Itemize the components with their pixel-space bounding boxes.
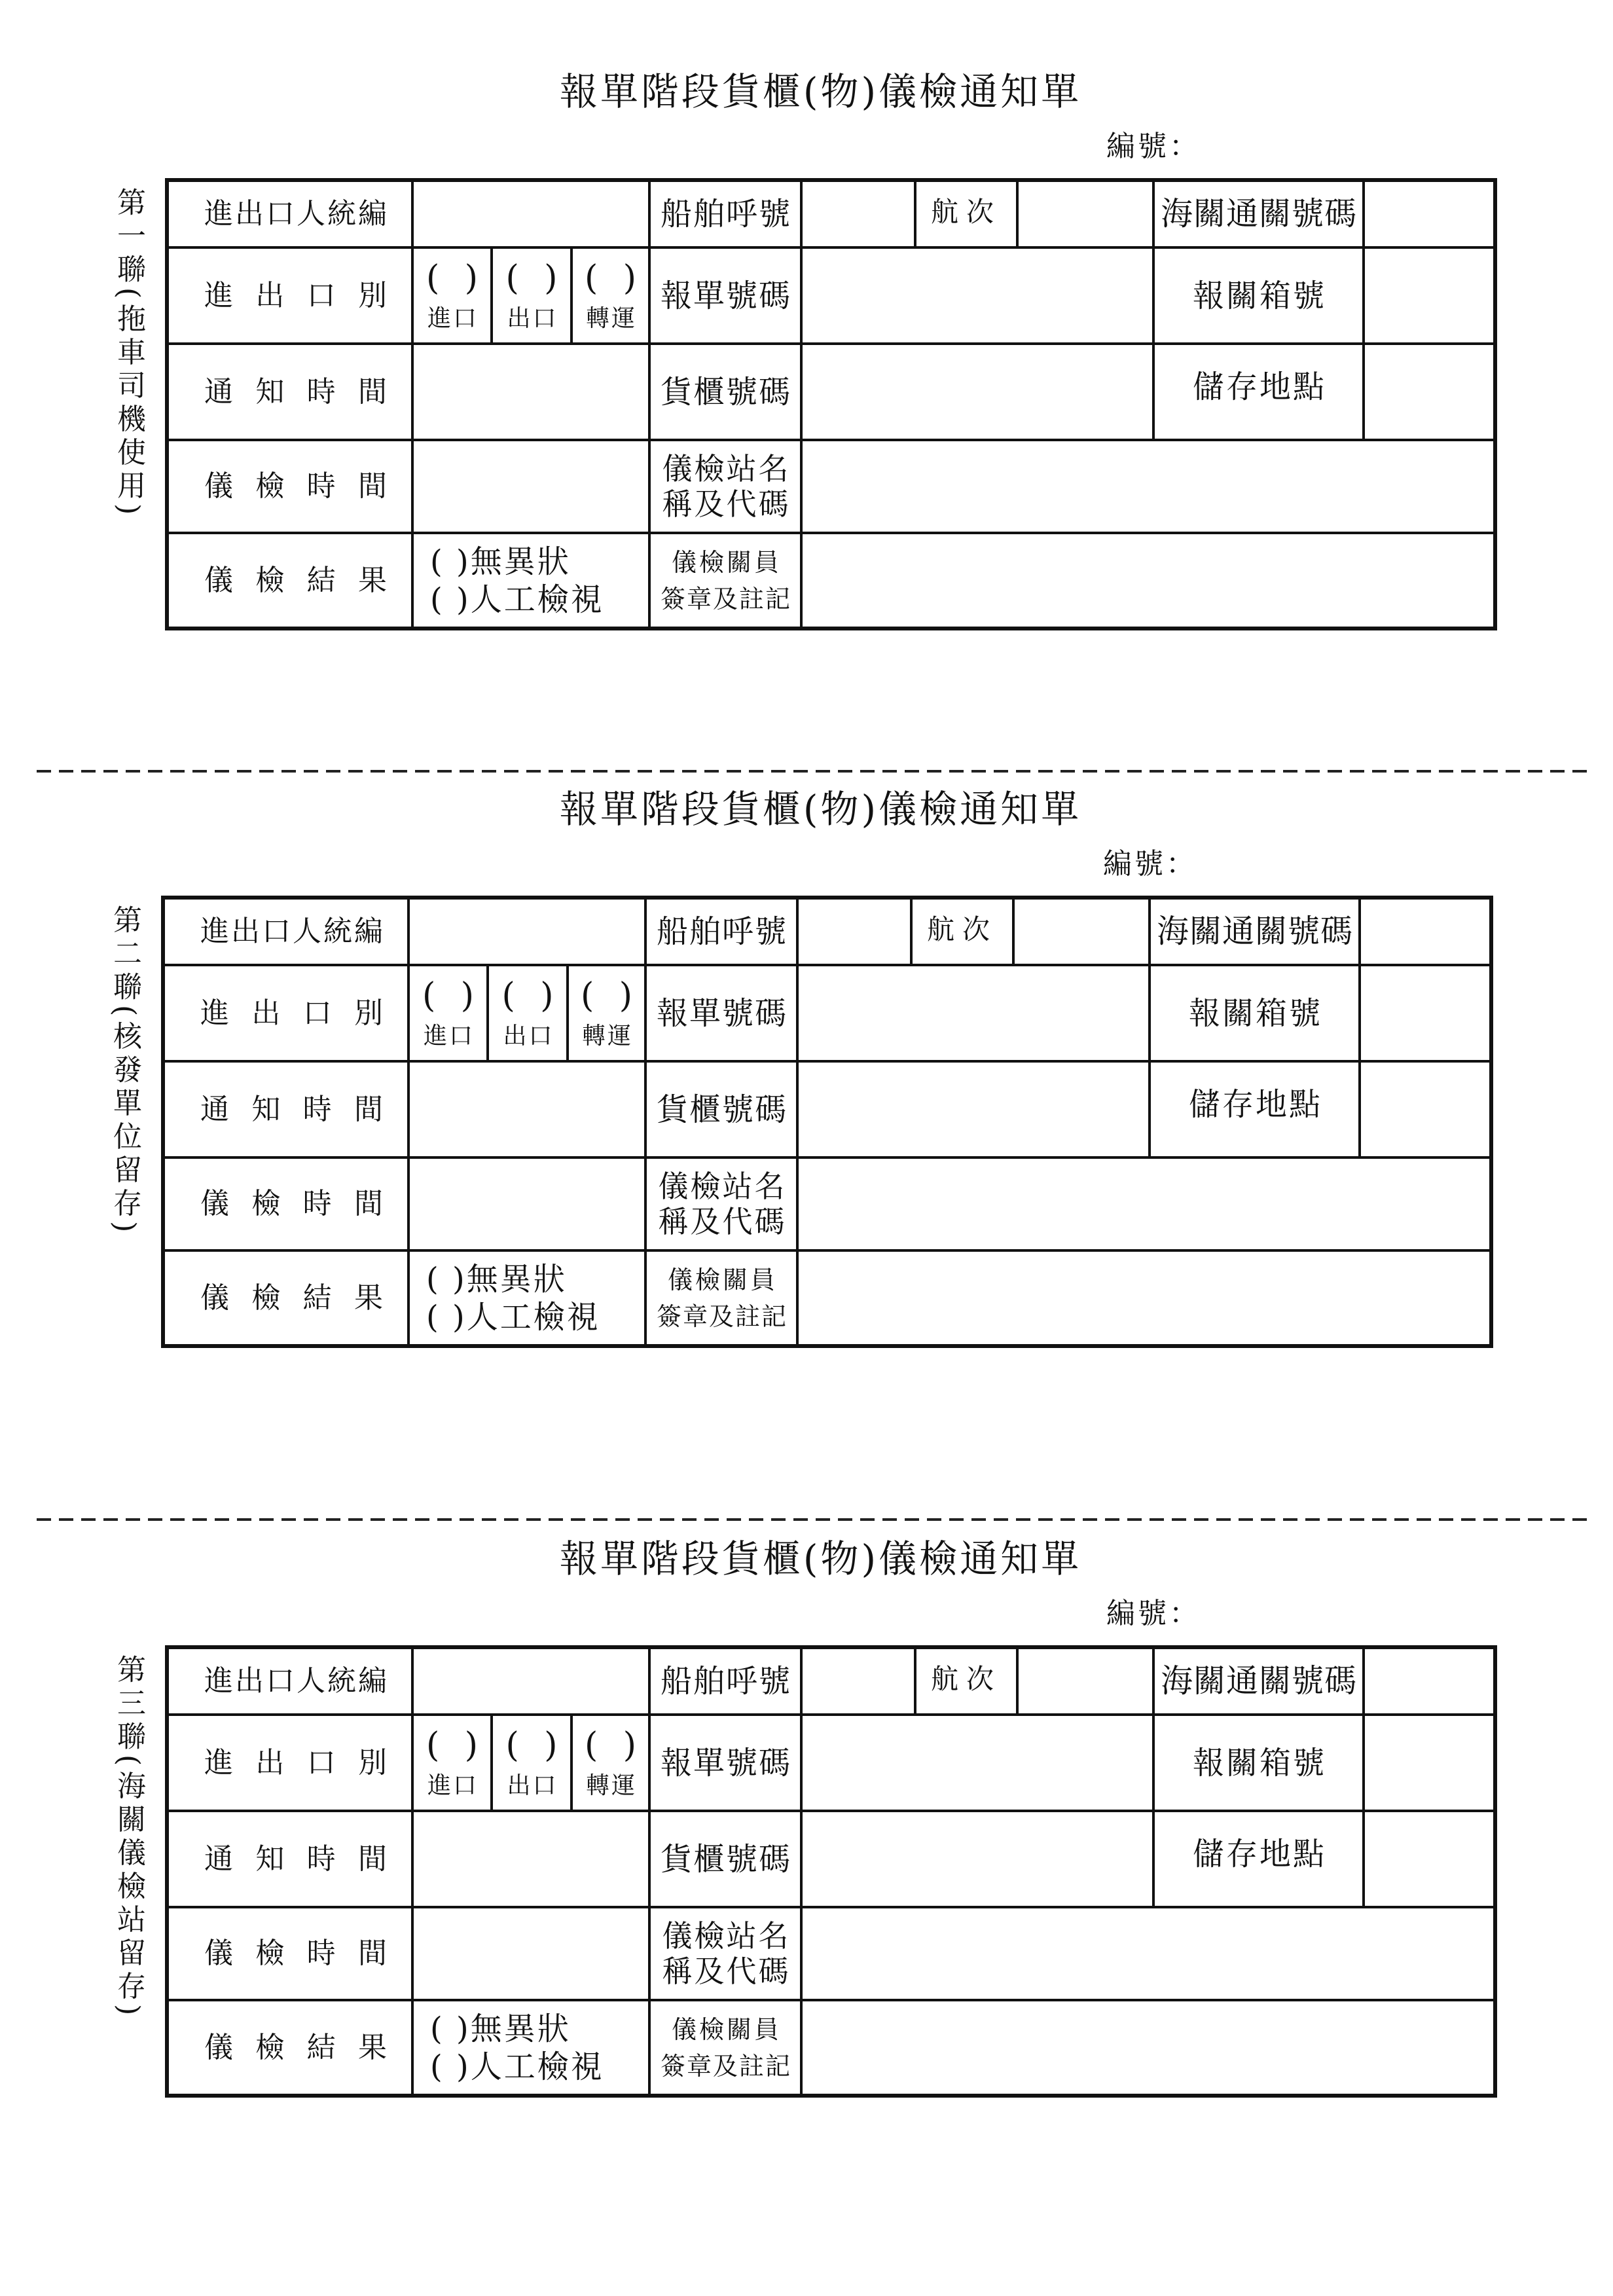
export-checkbox-mark: ( ): [505, 1726, 565, 1765]
label-cell: [1150, 965, 1360, 1061]
label-cell: [649, 1715, 801, 1811]
inspection-result-options: [412, 533, 649, 629]
customs-box-no-label: 報關箱號: [1189, 994, 1323, 1032]
label-cell: [167, 440, 412, 533]
label-cell: [915, 1647, 1017, 1715]
officer-signature-label-line-1: 儀檢關員: [672, 2014, 782, 2044]
inspection-result-label: 儀檢結果: [204, 563, 387, 597]
inspection-result-options: [412, 2000, 649, 2096]
label-cell: [167, 1907, 412, 2000]
customs-clearance-no-field: [1360, 898, 1491, 965]
storage-location-label: 儲存地點: [1193, 1835, 1327, 1872]
label-cell: [645, 898, 797, 965]
label-cell: [649, 533, 801, 629]
import-checkbox-mark: ( ): [426, 1726, 486, 1765]
label-cell: [915, 180, 1017, 247]
label-cell: [167, 344, 412, 440]
copy-designation-label: 第一聯(拖車司機使用): [112, 187, 145, 520]
officer-signature-field: [801, 2000, 1495, 2096]
inspection-notice-form-copy-3: [0, 1537, 1613, 2085]
officer-signature-field: [797, 1250, 1491, 1346]
table-row: [167, 2000, 1495, 2096]
import-export-type-label: 進出口別: [204, 1745, 387, 1779]
customs-clearance-no-label: 海關通關號碼: [1161, 195, 1358, 232]
cut-line: [37, 1518, 1593, 1521]
transit-option-cell: [568, 965, 645, 1061]
declaration-no-field: [801, 1715, 1153, 1811]
cut-line: [37, 770, 1593, 773]
container-no-field: [797, 1061, 1150, 1157]
label-cell: [167, 2000, 412, 2096]
label-cell: [649, 247, 801, 344]
notice-time-field: [408, 1061, 645, 1157]
storage-location-field: [1364, 344, 1495, 440]
notice-time-field: [412, 344, 649, 440]
table-row: [163, 898, 1491, 965]
export-option-label: 出口: [503, 1023, 554, 1049]
vessel-call-sign-label: 船舶呼號: [661, 196, 792, 232]
import-export-type-label: 進出口別: [200, 996, 383, 1030]
import-option-cell: [408, 965, 488, 1061]
label-cell: [1153, 1811, 1364, 1907]
table-row: [167, 247, 1495, 344]
container-no-field: [801, 1811, 1153, 1907]
import-option-label: 進口: [423, 1023, 475, 1049]
voyage-label: 航次: [931, 1663, 1002, 1695]
table-row: [163, 1157, 1491, 1250]
import-option-label: 進口: [427, 1772, 479, 1799]
import-export-type-label: 進出口別: [204, 278, 387, 312]
label-cell: [649, 344, 801, 440]
container-no-label: 貨櫃號碼: [661, 1840, 792, 1878]
label-cell: [167, 1647, 412, 1715]
no-anomaly-option: ( )無異狀: [426, 1260, 567, 1298]
label-cell: [1153, 180, 1364, 247]
station-name-code-label-line-2: 稱及代碼: [662, 1954, 791, 1989]
table-row: [163, 965, 1491, 1061]
transit-option-label: 轉運: [582, 1023, 634, 1049]
declaration-no-field: [797, 965, 1150, 1061]
container-no-field: [801, 344, 1153, 440]
label-cell: [163, 898, 408, 965]
vessel-call-sign-field: [801, 1647, 915, 1715]
customs-clearance-no-field: [1364, 180, 1495, 247]
label-cell: [163, 965, 408, 1061]
inspection-result-label: 儀檢結果: [204, 2030, 387, 2064]
inspection-time-field: [412, 1907, 649, 2000]
label-cell: [645, 965, 797, 1061]
copy-designation-label: 第三聯(海關儀檢站留存): [112, 1654, 145, 2020]
storage-location-label: 儲存地點: [1189, 1085, 1323, 1123]
label-cell: [167, 247, 412, 344]
vessel-call-sign-field: [801, 180, 915, 247]
label-cell: [1150, 898, 1360, 965]
label-cell: [645, 1061, 797, 1157]
station-name-code-label-line-2: 稱及代碼: [662, 486, 791, 522]
customs-clearance-no-field: [1364, 1647, 1495, 1715]
declaration-no-label: 報單號碼: [661, 277, 792, 314]
export-checkbox-mark: ( ): [505, 259, 565, 298]
label-cell: [1153, 1715, 1364, 1811]
transit-option-cell: [571, 247, 649, 344]
label-cell: [167, 1811, 412, 1907]
customs-box-no-label: 報關箱號: [1193, 1744, 1327, 1781]
voyage-label: 航次: [927, 913, 998, 945]
vessel-call-sign-label: 船舶呼號: [657, 913, 788, 950]
copy-designation-label: 第二聯(核發單位留存): [108, 905, 141, 1237]
importer-exporter-id-field: [412, 1647, 649, 1715]
customs-clearance-no-label: 海關通關號碼: [1157, 913, 1354, 950]
storage-location-field: [1364, 1811, 1495, 1907]
label-cell: [911, 898, 1013, 965]
customs-box-no-field: [1364, 1715, 1495, 1811]
inspection-notice-table: [161, 896, 1493, 1348]
import-option-label: 進口: [427, 305, 479, 332]
importer-exporter-id-field: [412, 180, 649, 247]
voyage-label: 航次: [931, 196, 1002, 228]
station-name-code-label-line-1: 儀檢站名: [662, 451, 791, 486]
label-cell: [1150, 1061, 1360, 1157]
form-title: 報單階段貨櫃(物)儀檢通知單: [559, 69, 1082, 114]
label-cell: [1153, 1647, 1364, 1715]
officer-signature-label-line-1: 儀檢關員: [672, 547, 782, 577]
import-option-cell: [412, 247, 492, 344]
notice-time-label: 通知時間: [204, 374, 387, 409]
label-cell: [1153, 344, 1364, 440]
serial-number-label: 編號：: [1103, 847, 1197, 881]
label-cell: [167, 533, 412, 629]
label-cell: [167, 180, 412, 247]
officer-signature-label-line-2: 簽章及註記: [661, 2051, 792, 2081]
import-checkbox-mark: ( ): [422, 976, 482, 1015]
inspection-notice-table: [165, 178, 1497, 630]
table-row: [167, 1907, 1495, 2000]
table-row: [163, 1250, 1491, 1346]
station-name-code-label-line-1: 儀檢站名: [658, 1169, 787, 1204]
inspection-time-field: [412, 440, 649, 533]
table-row: [167, 180, 1495, 247]
importer-exporter-id-label: 進出口人統編: [204, 197, 387, 230]
officer-signature-label-line-2: 簽章及註記: [657, 1302, 788, 1331]
table-row: [167, 440, 1495, 533]
vessel-call-sign-field: [797, 898, 911, 965]
export-option-label: 出口: [507, 1772, 558, 1799]
import-option-cell: [412, 1715, 492, 1811]
inspection-result-label: 儀檢結果: [200, 1281, 383, 1315]
notice-time-label: 通知時間: [200, 1092, 383, 1126]
station-name-code-field: [797, 1157, 1491, 1250]
label-cell: [649, 1907, 801, 2000]
voyage-field: [1013, 898, 1150, 965]
manual-inspection-option: ( )人工檢視: [430, 581, 604, 618]
serial-number-label: 編號：: [1106, 130, 1201, 163]
form-title: 報單階段貨櫃(物)儀檢通知單: [559, 787, 1082, 831]
export-option-cell: [492, 1715, 571, 1811]
container-no-label: 貨櫃號碼: [661, 373, 792, 410]
form-title: 報單階段貨櫃(物)儀檢通知單: [559, 1537, 1082, 1581]
import-checkbox-mark: ( ): [426, 259, 486, 298]
no-anomaly-option: ( )無異狀: [430, 543, 571, 580]
table-row: [167, 344, 1495, 440]
transit-checkbox-mark: ( ): [584, 259, 644, 298]
label-cell: [163, 1250, 408, 1346]
export-option-cell: [488, 965, 568, 1061]
inspection-notice-form-copy-1: [0, 69, 1613, 618]
label-cell: [1153, 247, 1364, 344]
notice-time-label: 通知時間: [204, 1842, 387, 1876]
inspection-time-field: [408, 1157, 645, 1250]
customs-box-no-field: [1364, 247, 1495, 344]
station-name-code-label-line-1: 儀檢站名: [662, 1918, 791, 1954]
transit-option-label: 轉運: [586, 305, 638, 332]
table-row: [167, 1647, 1495, 1715]
table-row: [167, 1811, 1495, 1907]
transit-checkbox-mark: ( ): [584, 1726, 644, 1765]
declaration-no-label: 報單號碼: [661, 1744, 792, 1781]
inspection-result-options: [408, 1250, 645, 1346]
inspection-time-label: 儀檢時間: [204, 469, 387, 503]
customs-box-no-label: 報關箱號: [1193, 277, 1327, 314]
customs-box-no-field: [1360, 965, 1491, 1061]
inspection-notice-table: [165, 1645, 1497, 2098]
manual-inspection-option: ( )人工檢視: [430, 2048, 604, 2085]
station-name-code-field: [801, 1907, 1495, 2000]
storage-location-field: [1360, 1061, 1491, 1157]
label-cell: [167, 1715, 412, 1811]
export-option-cell: [492, 247, 571, 344]
label-cell: [649, 180, 801, 247]
voyage-field: [1017, 180, 1153, 247]
label-cell: [649, 2000, 801, 2096]
officer-signature-label-line-2: 簽章及註記: [661, 584, 792, 613]
declaration-no-label: 報單號碼: [657, 994, 788, 1032]
inspection-notice-form-copy-2: [0, 787, 1613, 1336]
vessel-call-sign-label: 船舶呼號: [661, 1663, 792, 1700]
label-cell: [645, 1250, 797, 1346]
label-cell: [163, 1157, 408, 1250]
transit-checkbox-mark: ( ): [580, 976, 640, 1015]
table-row: [167, 1715, 1495, 1811]
importer-exporter-id-label: 進出口人統編: [200, 915, 383, 948]
table-row: [167, 533, 1495, 629]
importer-exporter-id-label: 進出口人統編: [204, 1664, 387, 1698]
station-name-code-label-line-2: 稱及代碼: [658, 1204, 787, 1239]
no-anomaly-option: ( )無異狀: [430, 2010, 571, 2047]
importer-exporter-id-field: [408, 898, 645, 965]
storage-location-label: 儲存地點: [1193, 368, 1327, 405]
officer-signature-label-line-1: 儀檢關員: [668, 1265, 778, 1294]
table-row: [163, 1061, 1491, 1157]
export-checkbox-mark: ( ): [501, 976, 561, 1015]
export-option-label: 出口: [507, 305, 558, 332]
label-cell: [649, 1647, 801, 1715]
officer-signature-field: [801, 533, 1495, 629]
declaration-no-field: [801, 247, 1153, 344]
container-no-label: 貨櫃號碼: [657, 1091, 788, 1128]
inspection-time-label: 儀檢時間: [204, 1937, 387, 1970]
label-cell: [163, 1061, 408, 1157]
serial-number-label: 編號：: [1106, 1597, 1201, 1630]
label-cell: [649, 1811, 801, 1907]
inspection-time-label: 儀檢時間: [200, 1187, 383, 1220]
label-cell: [649, 440, 801, 533]
transit-option-label: 轉運: [586, 1772, 638, 1799]
transit-option-cell: [571, 1715, 649, 1811]
station-name-code-field: [801, 440, 1495, 533]
customs-clearance-no-label: 海關通關號碼: [1161, 1662, 1358, 1700]
label-cell: [645, 1157, 797, 1250]
notice-time-field: [412, 1811, 649, 1907]
manual-inspection-option: ( )人工檢視: [426, 1298, 600, 1336]
voyage-field: [1017, 1647, 1153, 1715]
